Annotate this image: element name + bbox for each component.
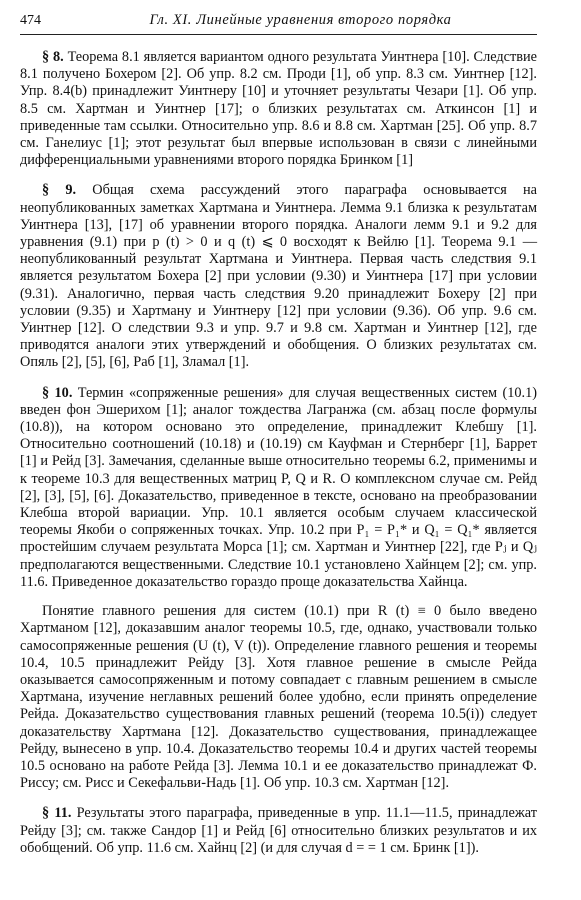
page-number: 474: [20, 13, 41, 28]
section-8-paragraph: [20, 49, 537, 169]
page-header: [20, 12, 537, 35]
running-title: Гл. XI. Линейные уравнения второго порядка: [149, 12, 452, 28]
paragraph-text: Понятие главного решения для систем (10.1) при R (t) ≡ 0 было введено Хартманом [12], доказавшим аналог теоремы 10.5, где, однако, участвовали только самосопряженные решения (U (t), V (t)). Определение главного решения и теоремы 10.4, 10.5 принадлежит Рейду [3]. Хотя главное решение в смысле Рейда оказывается самосопряженным и потому совпадает с главным решением в смысле Хартмана, изучение неглавных решений более удобно, если принять определение Рейда. Доказательство существования главных решений (теорема 10.5(i)) следует доказательству Хартмана [12]. Доказательство существования, принадлежащее Рейду, вынесено в упр. 10.4. Доказательство теоремы 10.4 и других частей теоремы 10.5 основано на работе Рейда [3]. Лемма 10.1 и ее доказательство принадлежат Ф. Риссу; см. Рисс и Секефальви-Надь [1]. Об упр. 10.3 см. Хартман [12].: [20, 603, 537, 792]
paragraph-text: Теорема 8.1 является вариантом одного результата Уинтнера [10]. Следствие 8.1 получено Бохером [2]. Об упр. 8.2 см. Проди [1], об упр. 8.3 см. Уинтнер [12]. Упр. 8.4(b) принадлежит Уинтнеру [10] и уточняет результаты Чезари [1]. Об упр. 8.5 см. Хартман и Уинтнер [17]; о близких результатах см. Аткинсон [1] и приведенные там ссылки. Относительно упр. 8.6 и 8.8 см. Хартман [25]. Об упр. 8.7 см. Ганелиус [1]; этот результат был впервые использован в связи с линейными дифференциальными уравнениями второго порядка Бринком [1]: [20, 49, 538, 169]
section-marker: § 9.: [42, 182, 77, 199]
section-marker: § 8.: [42, 49, 64, 65]
paragraph-text: Результаты этого параграфа, приведенные в упр. 11.1—11.5, принадлежат Рейду [3]; см. также Сандор [1] и Рейд [6] относительно близких результатов и их обобщений. Об упр. 11.6 см. Хайнц [2] (и для случая d = = 1 см. Бринк [1]).: [20, 805, 537, 856]
section-marker: § 10.: [42, 384, 73, 401]
section-9-paragraph: [20, 182, 537, 371]
section-marker: § 11.: [42, 805, 72, 822]
section-10-continuation-paragraph: [20, 603, 537, 792]
paragraph-text: Термин «сопряженные решения» для случая вещественных систем (10.1) введен фон Эшерихом [1]; аналог тождества Лагранжа (см. абзац после формулы (10.8)), на котором основано это определение, принадлежит Клебшу [1]. Относительно соотношений (10.18) и (10.19) см Кауфман и Стернберг [1], Баррет [1] и Рейд [3]. Замечания, сделанные выше относительно теоремы 6.2, применимы и к теореме 10.3 для вещественных матриц P, Q и R. О комплексном случае см. Рейд [2], [3], [5], [6]. Доказательство, приведенное в тексте, основано на преобразовании Клебша второй вариации. Упр. 10.1 является особым случаем классической теоремы Якоби о сопряженных точках. Упр. 10.2 при P₁ = P₁* и Q₁ = Q₁* является простейшим случаем результата Морса [1]; см. Хартман и Уинтнер [22], где Pⱼ и Qⱼ предполагаются вещественными. Следствие 10.1 установлено Хайнцем [2]; см. упр. 11.6. Приведенное доказательство гораздо проще доказательства Хайнца.: [20, 384, 537, 590]
section-10-paragraph: [20, 385, 537, 591]
paragraph-text: Общая схема рассуждений этого параграфа основывается на неопубликованных заметках Хартмана и Уинтнера. Лемма 9.1 близка к результатам Уинтнера [13], [17] об уравнении второго порядка. Аналоги лемм 9.1 и 9.2 для уравнения (9.1) при p (t) > 0 и q (t) ⩽ 0 восходят к Вейлю [1]. Теорема 9.1 — неопубликованный результат Хартмана и Уинтнера. Первая часть следствия 9.1 является результатом Бохера [2] при условии (9.30) и Уинтнера [17] при условии (9.31). Аналогично, первая часть следствия 9.20 принадлежит Бохеру [2] при условии (9.35) и Хартману и Уинтнеру [12] при условии (9.36). Об упр. 9.6 см. Уинтнер [12]. О следствии 9.3 и упр. 9.7 и 9.8 см. Хартман и Уинтнер [12], где приводятся аналоги этих утверждений и обобщения. О близких результатах см. Опяль [2], [5], [6], Раб [1], Зламал [1].: [20, 182, 537, 371]
section-11-paragraph: [20, 805, 537, 857]
